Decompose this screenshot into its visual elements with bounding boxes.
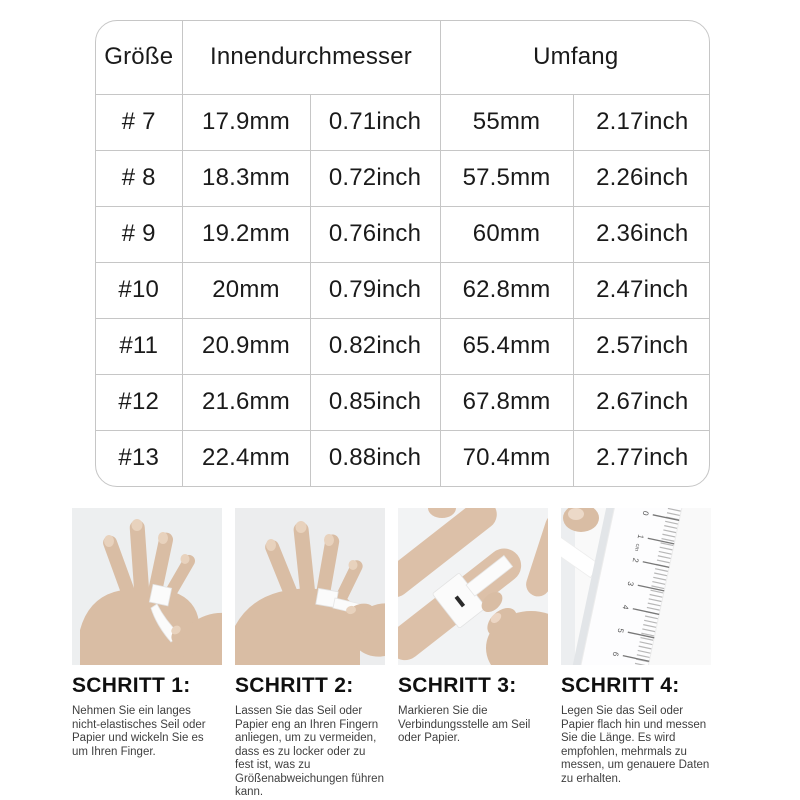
ring-size-table [96,21,710,486]
circumference-inch-cell: 2.17inch [573,94,710,150]
circumference-mm-cell: 57.5mm [440,150,573,206]
step-2-description: Lassen Sie das Seil oder Papier eng an Ihren Fingern anliegen, um zu vermeiden, dass es zu locker oder zu fest ist, was zu Größenabweichungen führen kann. [235,705,384,799]
circumference-inch-cell: 2.26inch [573,150,710,206]
ruler-number: 5 [615,627,626,634]
diameter-mm-cell: 18.3mm [182,150,310,206]
size-cell: #11 [96,318,182,374]
circumference-inch-cell: 2.36inch [573,206,710,262]
diameter-inch-cell: 0.76inch [310,206,440,262]
diameter-inch-cell: 0.79inch [310,262,440,318]
measurement-steps [72,508,711,800]
table-row [96,150,710,206]
circumference-mm-cell: 65.4mm [440,318,573,374]
size-cell: #12 [96,374,182,430]
header-circumference: Umfang [440,21,710,94]
diameter-mm-cell: 22.4mm [182,430,310,486]
ruler-number: 4 [620,604,631,611]
size-cell: #13 [96,430,182,486]
size-cell: # 9 [96,206,182,262]
background-shade [561,508,575,665]
step-4-title: SCHRITT 4: [561,674,680,697]
step-1-description: Nehmen Sie ein langes nicht-elastisches Seil oder Papier und wickeln Sie es um Ihren Finger. [72,705,206,758]
size-cell: #10 [96,262,182,318]
circumference-inch-cell: 2.67inch [573,374,710,430]
step-3-description: Markieren Sie die Verbindungsstelle am Seil oder Papier. [398,705,531,745]
diameter-inch-cell: 0.72inch [310,150,440,206]
step-4 [561,508,711,800]
table-row [96,374,710,430]
circumference-mm-cell: 60mm [440,206,573,262]
diameter-inch-cell: 0.88inch [310,430,440,486]
ring-size-table-container [95,20,710,487]
diameter-mm-cell: 19.2mm [182,206,310,262]
step-4-photo [561,508,711,665]
circumference-inch-cell: 2.77inch [573,430,710,486]
ruler-number: 3 [625,580,636,587]
diameter-mm-cell: 20mm [182,262,310,318]
circumference-inch-cell: 2.47inch [573,262,710,318]
step-3-title: SCHRITT 3: [398,674,517,697]
circumference-mm-cell: 67.8mm [440,374,573,430]
step-1 [72,508,222,800]
step-3-photo [398,508,548,665]
diameter-inch-cell: 0.71inch [310,94,440,150]
circumference-mm-cell: 62.8mm [440,262,573,318]
table-row [96,318,710,374]
circumference-mm-cell: 70.4mm [440,430,573,486]
table-row [96,430,710,486]
step-2-photo [235,508,385,665]
diameter-inch-cell: 0.82inch [310,318,440,374]
step-4-description: Legen Sie das Seil oder Papier flach hin und messen Sie die Länge. Es wird empfohlen, mehrmals zu messen, um genauere Daten zu erhalten. [561,705,710,785]
table-header-row [96,21,710,94]
header-inner-diameter: Innendurchmesser [182,21,440,94]
table-row [96,206,710,262]
diameter-mm-cell: 20.9mm [182,318,310,374]
step-2-title: SCHRITT 2: [235,674,354,697]
step-2 [235,508,385,800]
step-1-photo [72,508,222,665]
size-cell: # 7 [96,94,182,150]
table-row [96,94,710,150]
circumference-inch-cell: 2.57inch [573,318,710,374]
circumference-mm-cell: 55mm [440,94,573,150]
ruler-unit: cm [632,542,641,552]
diameter-mm-cell: 17.9mm [182,94,310,150]
table-row [96,262,710,318]
ruler-number: 6 [610,650,621,658]
step-3 [398,508,548,800]
diameter-mm-cell: 21.6mm [182,374,310,430]
header-size: Größe [96,21,182,94]
size-cell: # 8 [96,150,182,206]
step-1-title: SCHRITT 1: [72,674,191,697]
diameter-inch-cell: 0.85inch [310,374,440,430]
ruler-number: 0 [640,510,651,517]
ruler-number: 1 [635,533,646,540]
ruler-number: 2 [630,557,641,564]
